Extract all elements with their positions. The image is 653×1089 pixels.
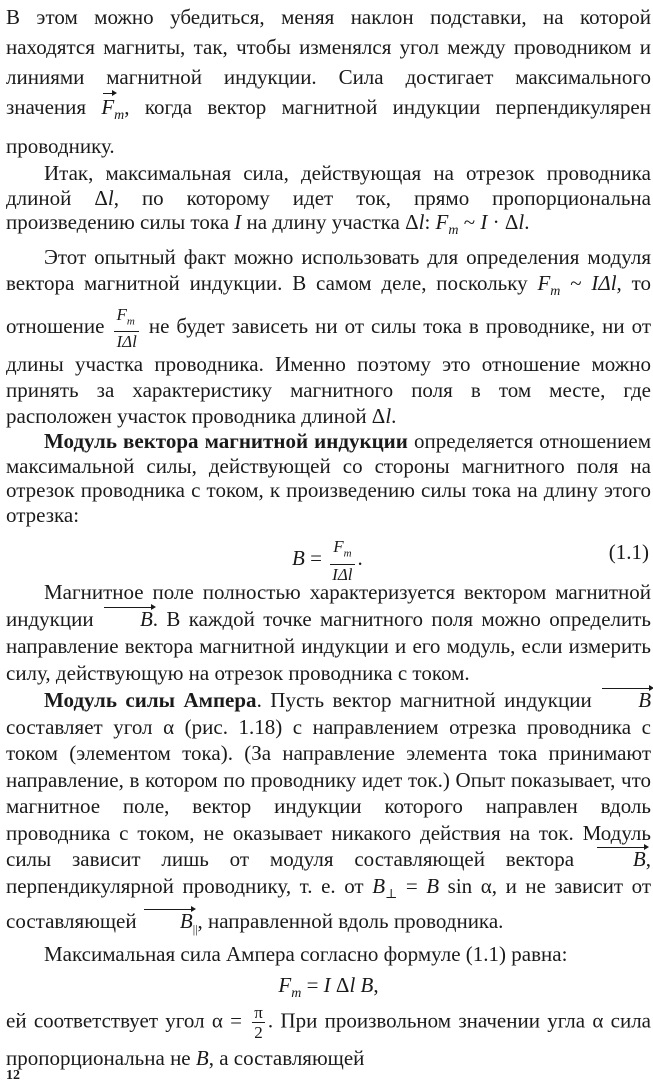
vector-f: F	[101, 92, 114, 122]
paragraph-6: Модуль силы Ампера. Пусть вектор магнитной индукции B составляет угол α (рис. 1.18) с направлением отрезка проводника с током (элементом тока). (За направление элемента тока принимают направление, в котором по проводнику идет ток.) Опыт показывает, что магнитное поле, вектор индукции которого направлен вдоль проводника с током, не оказывает никакого действия на ток. Модуль силы зависит лишь от модуля составляющей вектора B, перпендикулярной проводнику, т. е. от $B_\perp = B$ sin α, и не зависит от составляющей $B_{||}$, направленной вдоль проводника.	[6, 688, 652, 936]
paragraph-3: Этот опытный факт можно использовать для определения модуля вектора магнитной индукции. В самом деле, поскольку $F_m$ ~ IΔl, то отношение $\frac{F_m}{\text{IΔl}}$ не будет зависеть ни от силы тока в проводнике, ни от длины участка проводника. Именно поэтому это отношение можно принять за характеристику магнитного поля в том месте, где расположен участок проводника длиной Δl.	[6, 244, 651, 429]
equation-ampere-max: $F_m = I$ Δl B,	[278, 972, 379, 1002]
paragraph-8: ей соответствует угол α = $\frac{\pi}{2}$ . При произвольном значении угла α сила пропорциональна не B, а составляющей	[6, 1002, 651, 1070]
paragraph-1: В этом можно убедиться, меняя наклон подставки, на которой находятся магниты, так, чтобы изменялся угол между проводником и линиями магнитной индукции. Сила достигает максимального значения $F_m$, когда вектор магнитной индукции перпендикулярен проводнику.	[6, 5, 651, 159]
pi-half-fraction: $\frac{\pi}{2}$	[254, 1002, 263, 1042]
ratio-fraction: $\frac{F_m}{\text{IΔl}}$	[116, 305, 137, 352]
paragraph-2: Итак, максимальная сила, действующая на отрезок проводника длиной Δl, по которому идет ток, прямо пропорциональна произведению силы тока I на длину участка Δl: $F_m$ ~ I · Δl.	[6, 161, 651, 239]
text-column	[6, 2, 651, 1075]
vector-b: B	[600, 687, 651, 714]
equation-number: (1.1)	[608, 540, 649, 565]
paragraph-5: Магнитное поле полностью характеризуется вектором магнитной индукции B. В каждой точке магнитного поля можно определить направление вектора магнитной индукции и его модуль, если измерить силу, действующую на отрезок проводника с током.	[6, 580, 651, 686]
vector-b: B	[595, 846, 646, 873]
paragraph-4: Модуль вектора магнитной индукции определяется отношением максимальной силы, действующей со стороны магнитного поля на отрезок проводника с током, к произведению силы тока на длину этого отрезка:	[6, 429, 651, 527]
vector-b: B	[142, 908, 193, 935]
paragraph-7: Максимальная сила Ампера согласно формуле (1.1) равна:	[44, 942, 568, 967]
equation-1-1: B = $\frac{F_m}{\text{IΔl}}$ . (1.1)	[292, 537, 649, 584]
page-number: 12	[6, 1068, 20, 1083]
vector-b: B	[102, 606, 153, 633]
